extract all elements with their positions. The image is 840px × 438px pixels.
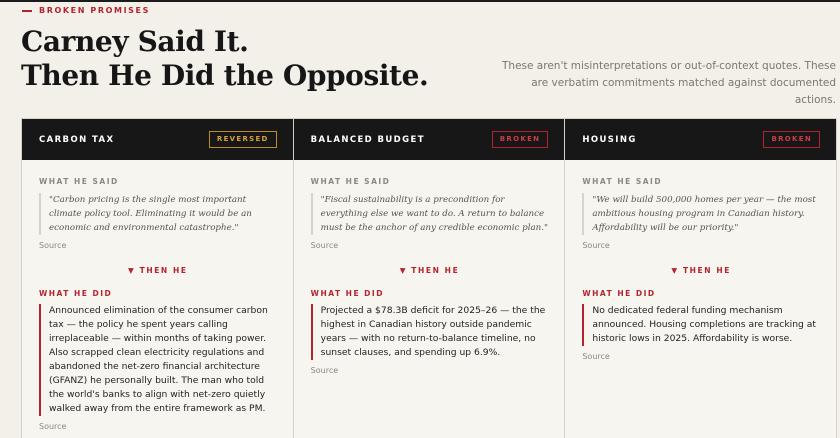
- card-title: HOUSING: [582, 134, 637, 145]
- card-carbon-tax: [22, 119, 294, 438]
- did-label: WHAT HE DID: [582, 289, 656, 298]
- then-he-divider: ▼ THEN HE: [671, 266, 731, 275]
- action-text: Projected a $78.3B deficit for 2025–26 — the the highest in Canadian history outside pandemic years — with no return-to-balance timeline, no sunset clauses, and spending up 6.9%.: [311, 304, 549, 360]
- source-link[interactable]: Source: [582, 241, 610, 250]
- section-eyebrow: [22, 6, 150, 15]
- card-title: CARBON TAX: [39, 134, 115, 145]
- said-label: WHAT HE SAID: [582, 177, 663, 186]
- action-text: Announced elimination of the consumer carbon tax — the policy he spent years calling irreplaceable — within months of taking power. Also scrapped clean electricity regulations and abandoned the net-zero financial architecture (GFANZ) he personally built. The man who told the world's banks to align with net-zero quietly walked away from the entire framework as PM.: [39, 304, 277, 416]
- source-link[interactable]: Source: [582, 352, 610, 361]
- source-link[interactable]: Source: [310, 241, 339, 250]
- quote-text: "We will build 500,000 homes per year — the most ambitious housing program in Canadian history. Affordability will be our priority.": [582, 193, 820, 235]
- eyebrow-label: BROKEN PROMISES: [39, 6, 150, 15]
- card-balanced-budget: [294, 119, 566, 438]
- eyebrow-dash: [22, 10, 32, 12]
- source-link[interactable]: Source: [39, 241, 67, 250]
- top-rule: [0, 0, 840, 2]
- title-line-1: Carney Said It.: [21, 25, 249, 58]
- promise-cards: [21, 118, 837, 438]
- then-he-divider: ▼ THEN HE: [128, 266, 188, 275]
- source-link[interactable]: Source: [39, 422, 67, 431]
- status-badge: REVERSED: [209, 131, 277, 148]
- card-title: BALANCED BUDGET: [310, 134, 425, 145]
- quote-text: "Carbon pricing is the single most important climate policy tool. Eliminating it would be an economic and environmental catastrophe.": [39, 193, 277, 235]
- source-link[interactable]: Source: [310, 366, 339, 375]
- did-label: WHAT HE DID: [39, 289, 113, 298]
- card-header: [294, 119, 565, 160]
- did-label: WHAT HE DID: [310, 289, 384, 298]
- intro-text: These aren't misinterpretations or out-of-context quotes. These are verbatim commitments matched against documented actions.: [502, 60, 836, 106]
- title-line-2: Then He Did the Opposite.: [21, 59, 429, 92]
- page-title: [21, 25, 428, 93]
- action-text: No dedicated federal funding mechanism announced. Housing completions are tracking at historic lows in 2025. Affordability is worse.: [582, 304, 820, 346]
- status-badge: BROKEN: [492, 131, 549, 148]
- status-badge: BROKEN: [763, 131, 820, 148]
- quote-text: "Fiscal sustainability is a precondition for everything else we want to do. A return to balance must be the anchor of any credible economic plan.": [311, 193, 549, 235]
- said-label: WHAT HE SAID: [310, 177, 391, 186]
- card-header: [22, 119, 293, 160]
- then-he-divider: ▼ THEN HE: [399, 266, 460, 275]
- said-label: WHAT HE SAID: [39, 177, 119, 186]
- card-housing: [565, 119, 836, 438]
- card-header: [565, 119, 836, 160]
